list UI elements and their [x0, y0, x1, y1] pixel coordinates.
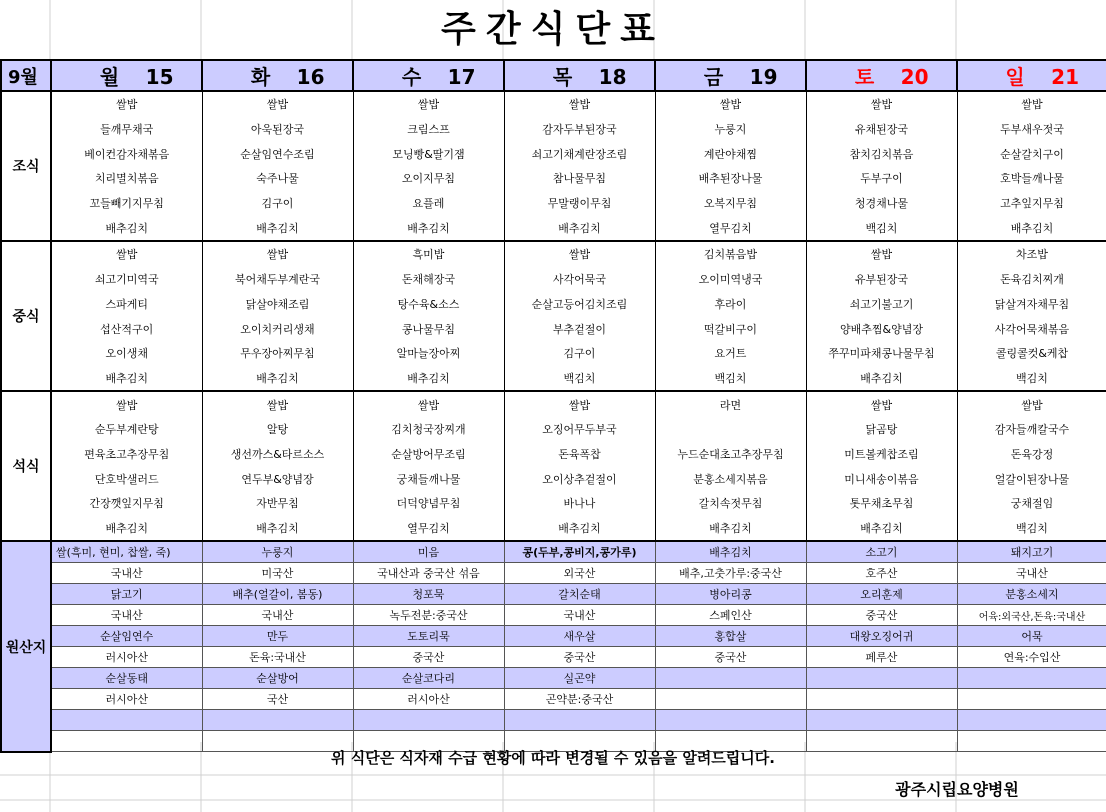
menu-item: 백김치 — [957, 516, 1106, 542]
menu-item: 쌀밥 — [504, 91, 655, 117]
menu-item: 쌀밥 — [51, 91, 202, 117]
menu-item: 쇠고기미역국 — [51, 267, 202, 292]
menu-item: 생선까스&타르소스 — [202, 442, 353, 467]
menu-item: 흑미밥 — [353, 241, 504, 267]
menu-item: 배추김치 — [202, 366, 353, 392]
menu-item: 사각어묵국 — [504, 267, 655, 292]
menu-item: 청경채나물 — [806, 191, 957, 216]
menu-item: 순두부계란탕 — [51, 417, 202, 442]
origin-cell: 미국산 — [202, 563, 353, 584]
menu-item: 얼갈이된장나물 — [957, 466, 1106, 491]
origin-cell: 국내산 — [957, 563, 1106, 584]
menu-item: 감자두부된장국 — [504, 117, 655, 142]
day-name: 금 — [703, 65, 724, 89]
menu-item: 돈채해장국 — [353, 267, 504, 292]
day-header-cell — [353, 60, 504, 91]
menu-item: 오이상추겉절이 — [504, 466, 655, 491]
menu-row — [1, 417, 1106, 442]
menu-row — [1, 191, 1106, 216]
origin-cell: 배추,고춧가루:중국산 — [655, 563, 806, 584]
menu-item: 후라이 — [655, 292, 806, 317]
origin-cell: 순살동태 — [51, 668, 202, 689]
menu-item: 궁채절임 — [957, 491, 1106, 516]
menu-item: 닭살야채조림 — [202, 292, 353, 317]
menu-item: 김구이 — [504, 341, 655, 366]
menu-item: 쌀밥 — [202, 91, 353, 117]
origin-cell: 순살임연수 — [51, 626, 202, 647]
origin-cell: 누룽지 — [202, 541, 353, 563]
menu-item: 차조밥 — [957, 241, 1106, 267]
menu-item: 오이치커리생채 — [202, 316, 353, 341]
page-title: 주간식단표 — [441, 9, 665, 50]
origin-cell — [957, 668, 1106, 689]
origin-cell: 배추김치 — [655, 541, 806, 563]
menu-item: 배추김치 — [51, 366, 202, 392]
origin-cell — [655, 668, 806, 689]
menu-item: 쌀밥 — [51, 241, 202, 267]
origin-cell: 페루산 — [806, 647, 957, 668]
origin-cell: 중국산 — [806, 605, 957, 626]
menu-item: 섭산적구이 — [51, 316, 202, 341]
menu-row — [1, 91, 1106, 117]
origin-cell: 분홍소세지 — [957, 584, 1106, 605]
menu-row — [1, 267, 1106, 292]
menu-item: 아욱된장국 — [202, 117, 353, 142]
menu-item: 쭈꾸미파채콩나물무침 — [806, 341, 957, 366]
origin-cell: 도토리묵 — [353, 626, 504, 647]
menu-item: 간장깻잎지무침 — [51, 491, 202, 516]
day-date: 20 — [900, 65, 929, 89]
menu-item: 고추잎지무침 — [957, 191, 1106, 216]
menu-item: 열무김치 — [353, 516, 504, 542]
menu-item: 누룽지 — [655, 117, 806, 142]
origin-row — [1, 710, 1106, 731]
menu-item: 쌀밥 — [655, 91, 806, 117]
origin-row — [1, 605, 1106, 626]
meal-label: 조식 — [1, 91, 51, 241]
menu-item: 돈육폭찹 — [504, 442, 655, 467]
origin-cell: 콩(두부,콩비지,콩가루) — [504, 541, 655, 563]
origin-cell: 실곤약 — [504, 668, 655, 689]
menu-item: 배추김치 — [806, 516, 957, 542]
menu-row — [1, 491, 1106, 516]
origin-cell: 홍합살 — [655, 626, 806, 647]
origin-cell: 닭고기 — [51, 584, 202, 605]
origin-cell: 중국산 — [504, 647, 655, 668]
menu-item: 배추김치 — [353, 215, 504, 241]
menu-row — [1, 366, 1106, 392]
origin-cell: 어묵 — [957, 626, 1106, 647]
menu-item: 쌀밥 — [353, 391, 504, 417]
origin-cell — [806, 689, 957, 710]
menu-item: 라면 — [655, 391, 806, 417]
day-date: 15 — [145, 65, 174, 89]
origin-cell: 대왕오징어귀 — [806, 626, 957, 647]
menu-item: 배추김치 — [504, 215, 655, 241]
menu-item: 오이미역냉국 — [655, 267, 806, 292]
menu-item: 쌀밥 — [806, 91, 957, 117]
day-header-cell — [51, 60, 202, 91]
day-date: 18 — [598, 65, 627, 89]
menu-item: 부추겉절이 — [504, 316, 655, 341]
day-date: 21 — [1051, 65, 1079, 89]
origin-cell: 순살방어 — [202, 668, 353, 689]
origin-cell: 연육:수입산 — [957, 647, 1106, 668]
origin-cell: 쌀(흑미, 현미, 찹쌀, 죽) — [51, 541, 202, 563]
meal-label: 석식 — [1, 391, 51, 541]
menu-item: 갈치속젓무침 — [655, 491, 806, 516]
origin-row — [1, 541, 1106, 563]
menu-item: 쌀밥 — [353, 91, 504, 117]
menu-row — [1, 292, 1106, 317]
menu-item: 누드순대초고추장무침 — [655, 442, 806, 467]
origin-cell: 돼지고기 — [957, 541, 1106, 563]
menu-item: 유부된장국 — [806, 267, 957, 292]
menu-item: 김치볶음밥 — [655, 241, 806, 267]
origin-cell: 소고기 — [806, 541, 957, 563]
menu-item: 요플레 — [353, 191, 504, 216]
origin-row — [1, 563, 1106, 584]
menu-item: 참치김치볶음 — [806, 141, 957, 166]
menu-row — [1, 442, 1106, 467]
origin-row — [1, 647, 1106, 668]
weekly-menu-table — [0, 59, 1106, 753]
menu-item: 미트볼케찹조림 — [806, 442, 957, 467]
origin-cell: 스페인산 — [655, 605, 806, 626]
origin-cell: 러시아산 — [353, 689, 504, 710]
menu-item: 양배추찜&양념장 — [806, 316, 957, 341]
origin-cell — [202, 710, 353, 731]
menu-item: 톳무채초무침 — [806, 491, 957, 516]
day-name: 월 — [99, 65, 120, 89]
origin-cell: 어육:외국산,돈육:국내산 — [957, 605, 1106, 626]
menu-item: 닭살겨자채무침 — [957, 292, 1106, 317]
menu-row — [1, 341, 1106, 366]
origin-row — [1, 626, 1106, 647]
menu-item: 미니새송이볶음 — [806, 466, 957, 491]
menu-item: 더덕양념무침 — [353, 491, 504, 516]
day-name: 수 — [401, 65, 422, 89]
origin-cell: 국내산과 중국산 섞음 — [353, 563, 504, 584]
menu-item: 숙주나물 — [202, 166, 353, 191]
origin-cell: 외국산 — [504, 563, 655, 584]
menu-item: 배추김치 — [957, 215, 1106, 241]
menu-item: 배추김치 — [202, 215, 353, 241]
origin-cell: 병아리콩 — [655, 584, 806, 605]
menu-item — [655, 417, 806, 442]
day-header-cell — [806, 60, 957, 91]
menu-item: 백김치 — [655, 366, 806, 392]
origin-cell: 녹두전분:중국산 — [353, 605, 504, 626]
menu-item: 쇠고기불고기 — [806, 292, 957, 317]
menu-item: 배추김치 — [806, 366, 957, 392]
menu-item: 순살방어무조림 — [353, 442, 504, 467]
origin-cell: 러시아산 — [51, 689, 202, 710]
origin-cell — [806, 710, 957, 731]
menu-row — [1, 391, 1106, 417]
menu-item: 백김치 — [957, 366, 1106, 392]
menu-item: 쌀밥 — [202, 241, 353, 267]
origin-cell — [51, 710, 202, 731]
origin-cell: 러시아산 — [51, 647, 202, 668]
menu-item: 크림스프 — [353, 117, 504, 142]
menu-item: 치리멸치볶음 — [51, 166, 202, 191]
origin-cell — [655, 710, 806, 731]
menu-item: 김구이 — [202, 191, 353, 216]
menu-item: 백김치 — [806, 215, 957, 241]
menu-item: 유채된장국 — [806, 117, 957, 142]
menu-item: 콩나물무침 — [353, 316, 504, 341]
origin-cell: 중국산 — [353, 647, 504, 668]
menu-item: 참나물무침 — [504, 166, 655, 191]
menu-item: 두부구이 — [806, 166, 957, 191]
menu-item: 닭곰탕 — [806, 417, 957, 442]
origin-cell — [353, 710, 504, 731]
origin-cell — [504, 710, 655, 731]
day-header-cell — [957, 60, 1106, 91]
origin-cell: 오리훈제 — [806, 584, 957, 605]
menu-item: 배추김치 — [51, 516, 202, 542]
menu-item: 쌀밥 — [51, 391, 202, 417]
menu-item: 오징어무두부국 — [504, 417, 655, 442]
menu-item: 쌀밥 — [806, 391, 957, 417]
menu-row — [1, 241, 1106, 267]
origin-cell: 국내산 — [51, 563, 202, 584]
origin-cell: 배추(얼갈이, 봄동) — [202, 584, 353, 605]
menu-item: 순살임연수조림 — [202, 141, 353, 166]
menu-item: 돈육김치찌개 — [957, 267, 1106, 292]
menu-item: 북어채두부계란국 — [202, 267, 353, 292]
origin-cell: 새우살 — [504, 626, 655, 647]
menu-item: 배추된장나물 — [655, 166, 806, 191]
meal-label: 중식 — [1, 241, 51, 391]
day-name: 목 — [552, 65, 573, 89]
day-date: 17 — [447, 65, 476, 89]
menu-item: 순살고등어김치조림 — [504, 292, 655, 317]
origin-row — [1, 668, 1106, 689]
menu-item: 모닝빵&딸기잼 — [353, 141, 504, 166]
origin-cell: 국내산 — [51, 605, 202, 626]
origin-cell — [806, 668, 957, 689]
menu-item: 두부새우젓국 — [957, 117, 1106, 142]
menu-row — [1, 141, 1106, 166]
origin-cell: 호주산 — [806, 563, 957, 584]
menu-item: 쌀밥 — [806, 241, 957, 267]
origin-cell: 돈육:국내산 — [202, 647, 353, 668]
origin-cell: 미음 — [353, 541, 504, 563]
day-name: 토 — [854, 65, 875, 89]
menu-item: 백김치 — [504, 366, 655, 392]
menu-item: 사각어묵채볶음 — [957, 316, 1106, 341]
origin-cell: 갈치순태 — [504, 584, 655, 605]
day-name: 화 — [250, 65, 271, 89]
day-date: 19 — [749, 65, 778, 89]
menu-item: 김치청국장찌개 — [353, 417, 504, 442]
menu-item: 호박들깨나물 — [957, 166, 1106, 191]
menu-item: 배추김치 — [51, 215, 202, 241]
menu-row — [1, 215, 1106, 241]
origin-label: 원산지 — [1, 541, 51, 752]
menu-item: 무말랭이무침 — [504, 191, 655, 216]
menu-item: 배추김치 — [504, 516, 655, 542]
menu-item: 자반무침 — [202, 491, 353, 516]
origin-cell — [957, 689, 1106, 710]
menu-item: 쇠고기채계란장조림 — [504, 141, 655, 166]
day-date: 16 — [296, 65, 325, 89]
menu-item: 알마늘장아찌 — [353, 341, 504, 366]
menu-item: 열무김치 — [655, 215, 806, 241]
menu-row — [1, 466, 1106, 491]
origin-cell: 곤약분:중국산 — [504, 689, 655, 710]
day-header-cell — [655, 60, 806, 91]
origin-cell: 중국산 — [655, 647, 806, 668]
origin-cell — [957, 710, 1106, 731]
menu-item: 쌀밥 — [504, 391, 655, 417]
origin-cell: 국내산 — [504, 605, 655, 626]
menu-item: 요거트 — [655, 341, 806, 366]
day-header-cell — [504, 60, 655, 91]
day-name: 일 — [1005, 65, 1025, 89]
menu-item: 꼬들빼기지무침 — [51, 191, 202, 216]
origin-cell: 순살코다리 — [353, 668, 504, 689]
menu-item: 궁채들깨나물 — [353, 466, 504, 491]
day-header-row — [1, 60, 1106, 91]
menu-item: 오복지무침 — [655, 191, 806, 216]
menu-item: 스파게티 — [51, 292, 202, 317]
menu-item: 콜링콜컷&케찹 — [957, 341, 1106, 366]
menu-row — [1, 166, 1106, 191]
origin-row — [1, 584, 1106, 605]
menu-item: 쌀밥 — [202, 391, 353, 417]
menu-item: 계란야채찜 — [655, 141, 806, 166]
menu-item: 편육초고추장무침 — [51, 442, 202, 467]
day-header-cell — [202, 60, 353, 91]
menu-row — [1, 316, 1106, 341]
menu-item: 떡갈비구이 — [655, 316, 806, 341]
menu-item: 들깨무채국 — [51, 117, 202, 142]
notice-text: 위 식단은 식자재 수급 현황에 따라 변경될 수 있음을 알려드립니다. — [331, 749, 775, 767]
menu-item: 오이지무침 — [353, 166, 504, 191]
menu-item: 바나나 — [504, 491, 655, 516]
menu-item: 쌀밥 — [957, 91, 1106, 117]
menu-item: 오이생채 — [51, 341, 202, 366]
menu-row — [1, 117, 1106, 142]
menu-item: 배추김치 — [655, 516, 806, 542]
menu-row — [1, 516, 1106, 542]
menu-item: 배추김치 — [353, 366, 504, 392]
menu-item: 배추김치 — [202, 516, 353, 542]
menu-item: 단호박샐러드 — [51, 466, 202, 491]
month-label: 9월 — [1, 60, 51, 91]
origin-cell: 청포묵 — [353, 584, 504, 605]
origin-row — [1, 689, 1106, 710]
menu-item: 쌀밥 — [957, 391, 1106, 417]
menu-item: 알탕 — [202, 417, 353, 442]
menu-item: 순살갈치구이 — [957, 141, 1106, 166]
origin-cell: 국내산 — [202, 605, 353, 626]
menu-item: 베이컨감자채볶음 — [51, 141, 202, 166]
origin-cell: 국산 — [202, 689, 353, 710]
menu-item: 분홍소세지볶음 — [655, 466, 806, 491]
origin-cell — [655, 689, 806, 710]
origin-cell: 만두 — [202, 626, 353, 647]
menu-item: 쌀밥 — [504, 241, 655, 267]
menu-item: 감자들깨칼국수 — [957, 417, 1106, 442]
hospital-name: 광주시립요양병원 — [895, 780, 1019, 799]
menu-item: 연두부&양념장 — [202, 466, 353, 491]
menu-item: 무우장아찌무침 — [202, 341, 353, 366]
menu-item: 돈육강정 — [957, 442, 1106, 467]
menu-item: 탕수육&소스 — [353, 292, 504, 317]
